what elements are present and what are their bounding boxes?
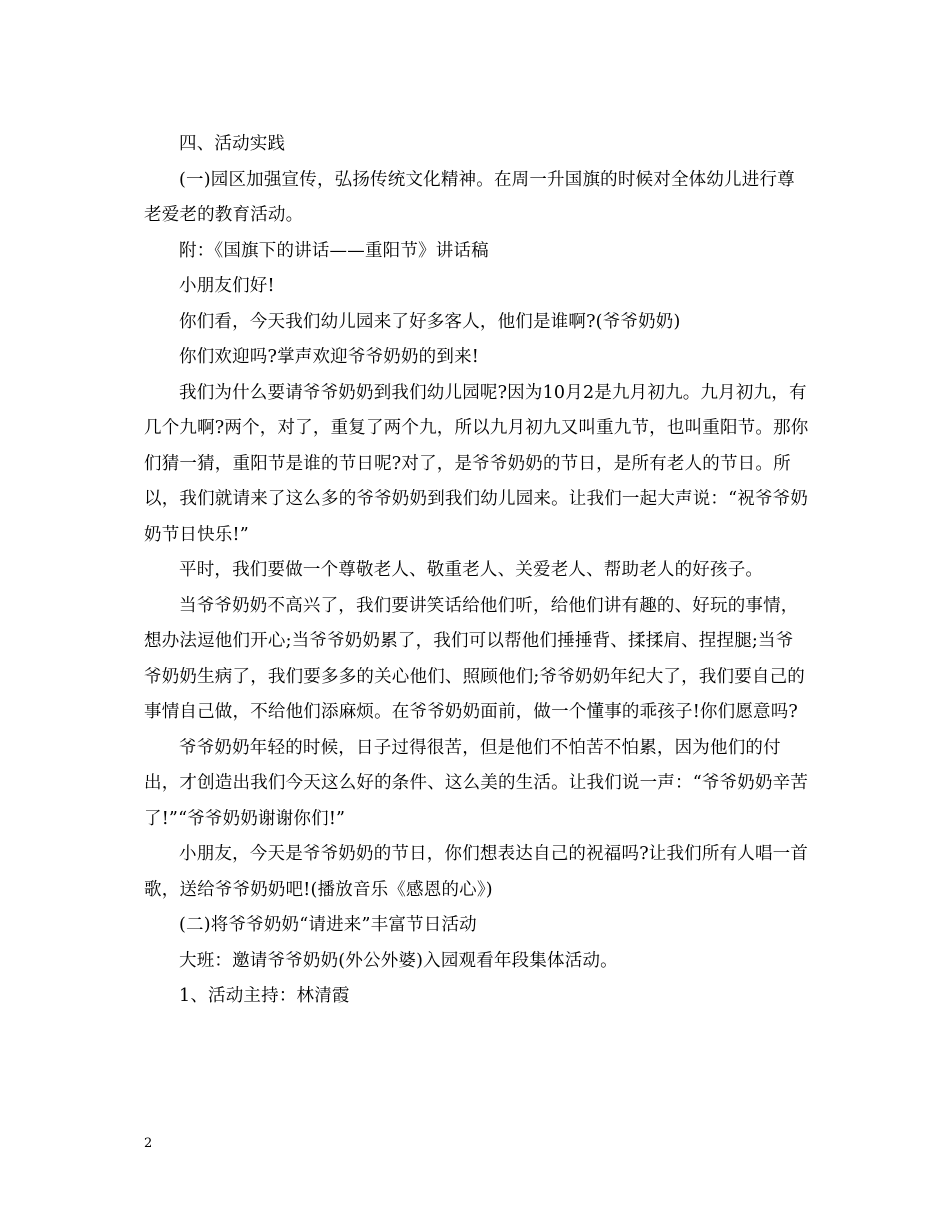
paragraph: 我们为什么要请爷爷奶奶到我们幼儿园呢?因为10月2是九月初九。九月初九，有几个九啊?两个，对了，重复了两个九，所以九月初九又叫重九节，也叫重阳节。那你们猜一猜，重阳节是谁的节日呢?对了，是爷爷奶奶的节日，是所有老人的节日。所以，我们就请来了这么多的爷爷奶奶到我们幼儿园来。让我们一起大声说：“祝爷爷奶奶节日快乐!” (144, 382, 809, 545)
paragraph: 附：《国旗下的讲话——重阳节》讲话稿 (179, 240, 489, 261)
paragraph: 小朋友，今天是爷爷奶奶的节日，你们想表达自己的祝福吗?让我们所有人唱一首歌，送给爷爷奶奶吧!(播放音乐《感恩的心》) (144, 844, 809, 900)
paragraph: 爷爷奶奶年轻的时候，日子过得很苦，但是他们不怕苦不怕累，因为他们的付出，才创造出我们今天这么好的条件、这么美的生活。让我们说一声：“爷爷奶奶辛苦了!”“爷爷奶奶谢谢你们!” (144, 737, 809, 829)
page-number: 2 (144, 1136, 153, 1151)
paragraph: 平时，我们要做一个尊敬老人、敬重老人、关爱老人、帮助老人的好孩子。 (179, 560, 764, 580)
paragraph: (一)园区加强宣传，弘扬传统文化精神。在周一升国旗的时候对全体幼儿进行尊老爱老的教育活动。 (144, 169, 795, 225)
paragraph: 大班：邀请爷爷奶奶(外公外婆)入园观看年段集体活动。 (179, 950, 618, 971)
paragraph: 你们看，今天我们幼儿园来了好多客人，他们是谁啊?(爷爷奶奶) (179, 311, 681, 332)
document-body (144, 127, 810, 1015)
paragraph: 你们欢迎吗?掌声欢迎爷爷奶奶的到来! (179, 347, 480, 367)
section-heading: 四、活动实践 (179, 134, 286, 154)
section-heading: (二)将爷爷奶奶“请进来”丰富节日活动 (179, 915, 477, 935)
paragraph: 当爷爷奶奶不高兴了，我们要讲笑话给他们听，给他们讲有趣的、好玩的事情，想办法逗他们开心;当爷爷奶奶累了，我们可以帮他们捶捶背、揉揉肩、捏捏腿;当爷爷奶奶生病了，我们要多多的关心他们、照顾他们;爷爷奶奶年纪大了，我们要自己的事情自己做，不给他们添麻烦。在爷爷奶奶面前，做一个懂事的乖孩子!你们愿意吗? (144, 595, 805, 722)
paragraph: 1、活动主持：林清霞 (179, 986, 350, 1006)
paragraph: 小朋友们好! (179, 276, 275, 296)
